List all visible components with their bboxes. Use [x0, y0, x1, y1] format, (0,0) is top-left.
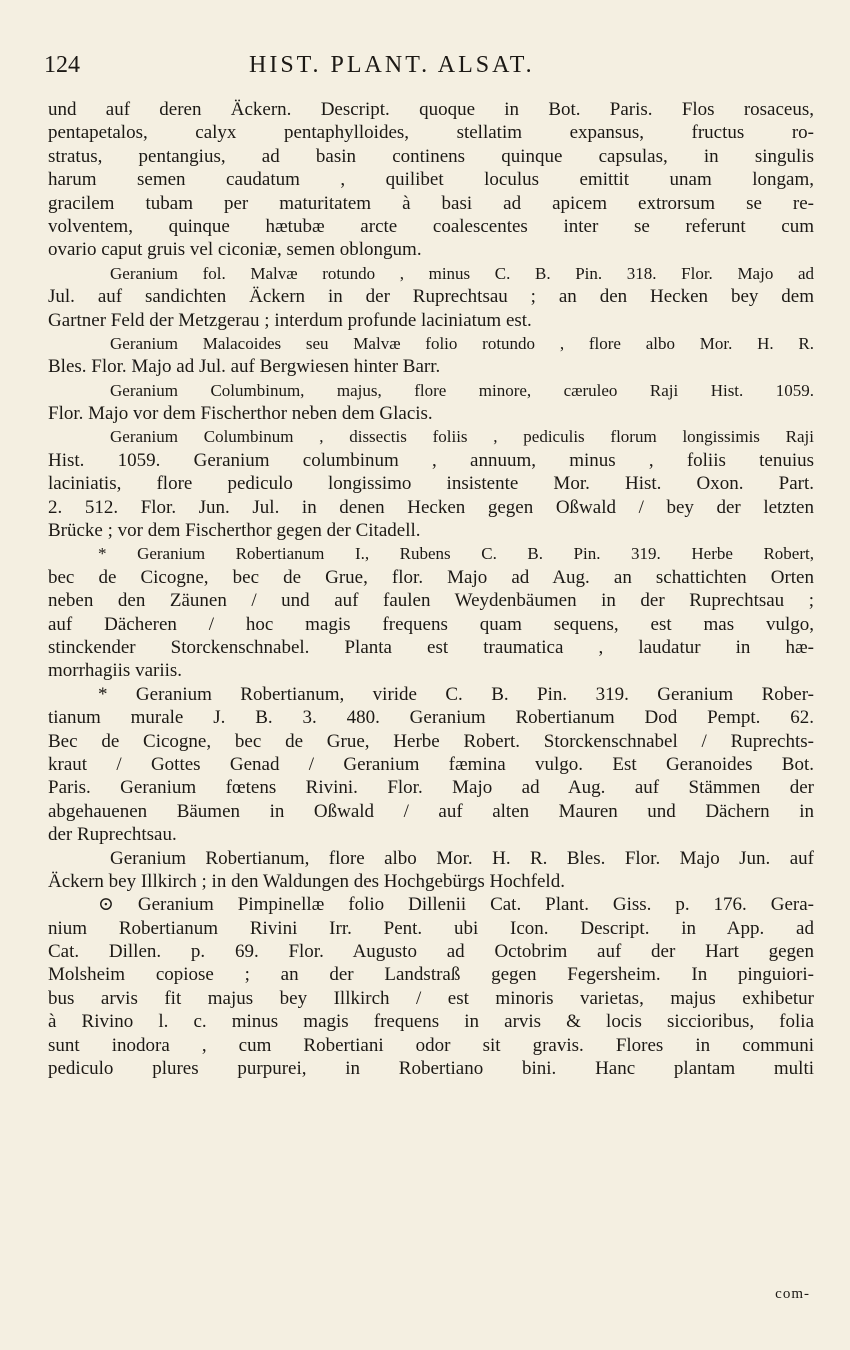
text-line: volventem, quinque hætubæ arcte coalescentes inter se referunt cum [48, 215, 814, 237]
text-line: abgehauenen Bäumen in Oßwald / auf alten Mauren und Dächern in [48, 800, 814, 822]
page-header [44, 52, 804, 92]
text-line: Geranium Robertianum, flore albo Mor. H. R. Bles. Flor. Majo Jun. auf [110, 847, 814, 869]
text-line: Geranium Malacoides seu Malvæ folio rotundo , flore albo Mor. H. R. [110, 333, 814, 353]
catchword: com- [775, 1286, 810, 1302]
text-line: Geranium Columbinum , dissectis foliis , pediculis florum longissimis Raji [110, 427, 814, 447]
text-line: auf Dächeren / hoc magis frequens quam sequens, est mas vulgo, [48, 613, 814, 635]
text-line: stinckender Storckenschnabel. Planta est traumatica , laudatur in hæ- [48, 636, 814, 658]
text-line: Paris. Geranium fœtens Rivini. Flor. Majo ad Aug. auf Stämmen der [48, 777, 814, 799]
text-line: pentapetalos, calyx pentaphylloides, stellatim expansus, fructus ro- [48, 122, 814, 144]
text-line: Cat. Dillen. p. 69. Flor. Augusto ad Octobrim auf der Hart gegen [48, 941, 814, 963]
text-line: 2. 512. Flor. Jun. Jul. in denen Hecken gegen Oßwald / bey der letzten [48, 496, 814, 518]
text-line: pediculo plures purpurei, in Robertiano bini. Hanc plantam multi [48, 1058, 814, 1080]
text-line: sunt inodora , cum Robertiani odor sit gravis. Flores in communi [48, 1034, 814, 1056]
text-line: Bec de Cicogne, bec de Grue, Herbe Robert. Storckenschnabel / Ruprechts- [48, 730, 814, 752]
text-body [48, 98, 814, 1080]
text-line: Geranium Columbinum, majus, flore minore, cæruleo Raji Hist. 1059. [110, 380, 814, 400]
text-line: harum semen caudatum , quilibet loculus emittit unam longam, [48, 169, 814, 191]
text-line: nium Robertianum Rivini Irr. Pent. ubi Icon. Descript. in App. ad [48, 917, 814, 939]
text-line: kraut / Gottes Genad / Geranium fæmina vulgo. Est Geranoides Bot. [48, 753, 814, 775]
text-line: bus arvis fit majus bey Illkirch / est minoris varietas, majus exhibetur [48, 987, 814, 1009]
text-line: Flor. Majo vor dem Fischerthor neben dem Glacis. [48, 403, 433, 425]
running-title: HIST. PLANT. ALSAT. [249, 52, 535, 78]
text-line: ⊙ Geranium Pimpinellæ folio Dillenii Cat. Plant. Giss. p. 176. Gera- [98, 894, 814, 916]
text-line: Bles. Flor. Majo ad Jul. auf Bergwiesen hinter Barr. [48, 356, 441, 378]
text-line: Molsheim copiose ; an der Landstraß gegen Fegersheim. In pinguiori- [48, 964, 814, 986]
page-number: 124 [44, 52, 80, 78]
text-line: neben den Zäunen / und auf faulen Weydenbäumen in der Ruprechtsau ; [48, 590, 814, 612]
text-line: Hist. 1059. Geranium columbinum , annuum, minus , foliis tenuius [48, 449, 814, 471]
text-line: der Ruprechtsau. [48, 824, 177, 846]
text-line: Jul. auf sandichten Äckern in der Ruprechtsau ; an den Hecken bey dem [48, 286, 814, 308]
text-line: Brücke ; vor dem Fischerthor gegen der Citadell. [48, 520, 421, 542]
text-line: ovario caput gruis vel ciconiæ, semen oblongum. [48, 239, 422, 261]
text-line: morrhagiis variis. [48, 660, 183, 682]
text-line: tianum murale J. B. 3. 480. Geranium Robertianum Dod Pempt. 62. [48, 707, 814, 729]
text-line: bec de Cicogne, bec de Grue, flor. Majo ad Aug. an schattichten Orten [48, 566, 814, 588]
text-line: laciniatis, flore pediculo longissimo insistente Mor. Hist. Oxon. Part. [48, 473, 814, 495]
text-line: stratus, pentangius, ad basin continens quinque capsulas, in singulis [48, 145, 814, 167]
text-line: à Rivino l. c. minus magis frequens in arvis & locis siccioribus, folia [48, 1011, 814, 1033]
text-line: Geranium fol. Malvæ rotundo , minus C. B. Pin. 318. Flor. Majo ad [110, 263, 814, 283]
text-line: Äckern bey Illkirch ; in den Waldungen des Hochgebürgs Hochfeld. [48, 870, 565, 892]
text-line: * Geranium Robertianum I., Rubens C. B. Pin. 319. Herbe Robert, [98, 544, 814, 564]
text-line: Gartner Feld der Metzgerau ; interdum profunde laciniatum est. [48, 309, 532, 331]
text-line: * Geranium Robertianum, viride C. B. Pin. 319. Geranium Rober- [98, 683, 814, 705]
text-line: und auf deren Äckern. Descript. quoque in Bot. Paris. Flos rosaceus, [48, 99, 814, 120]
text-line: gracilem tubam per maturitatem à basi ad apicem extrorsum se re- [48, 192, 814, 214]
